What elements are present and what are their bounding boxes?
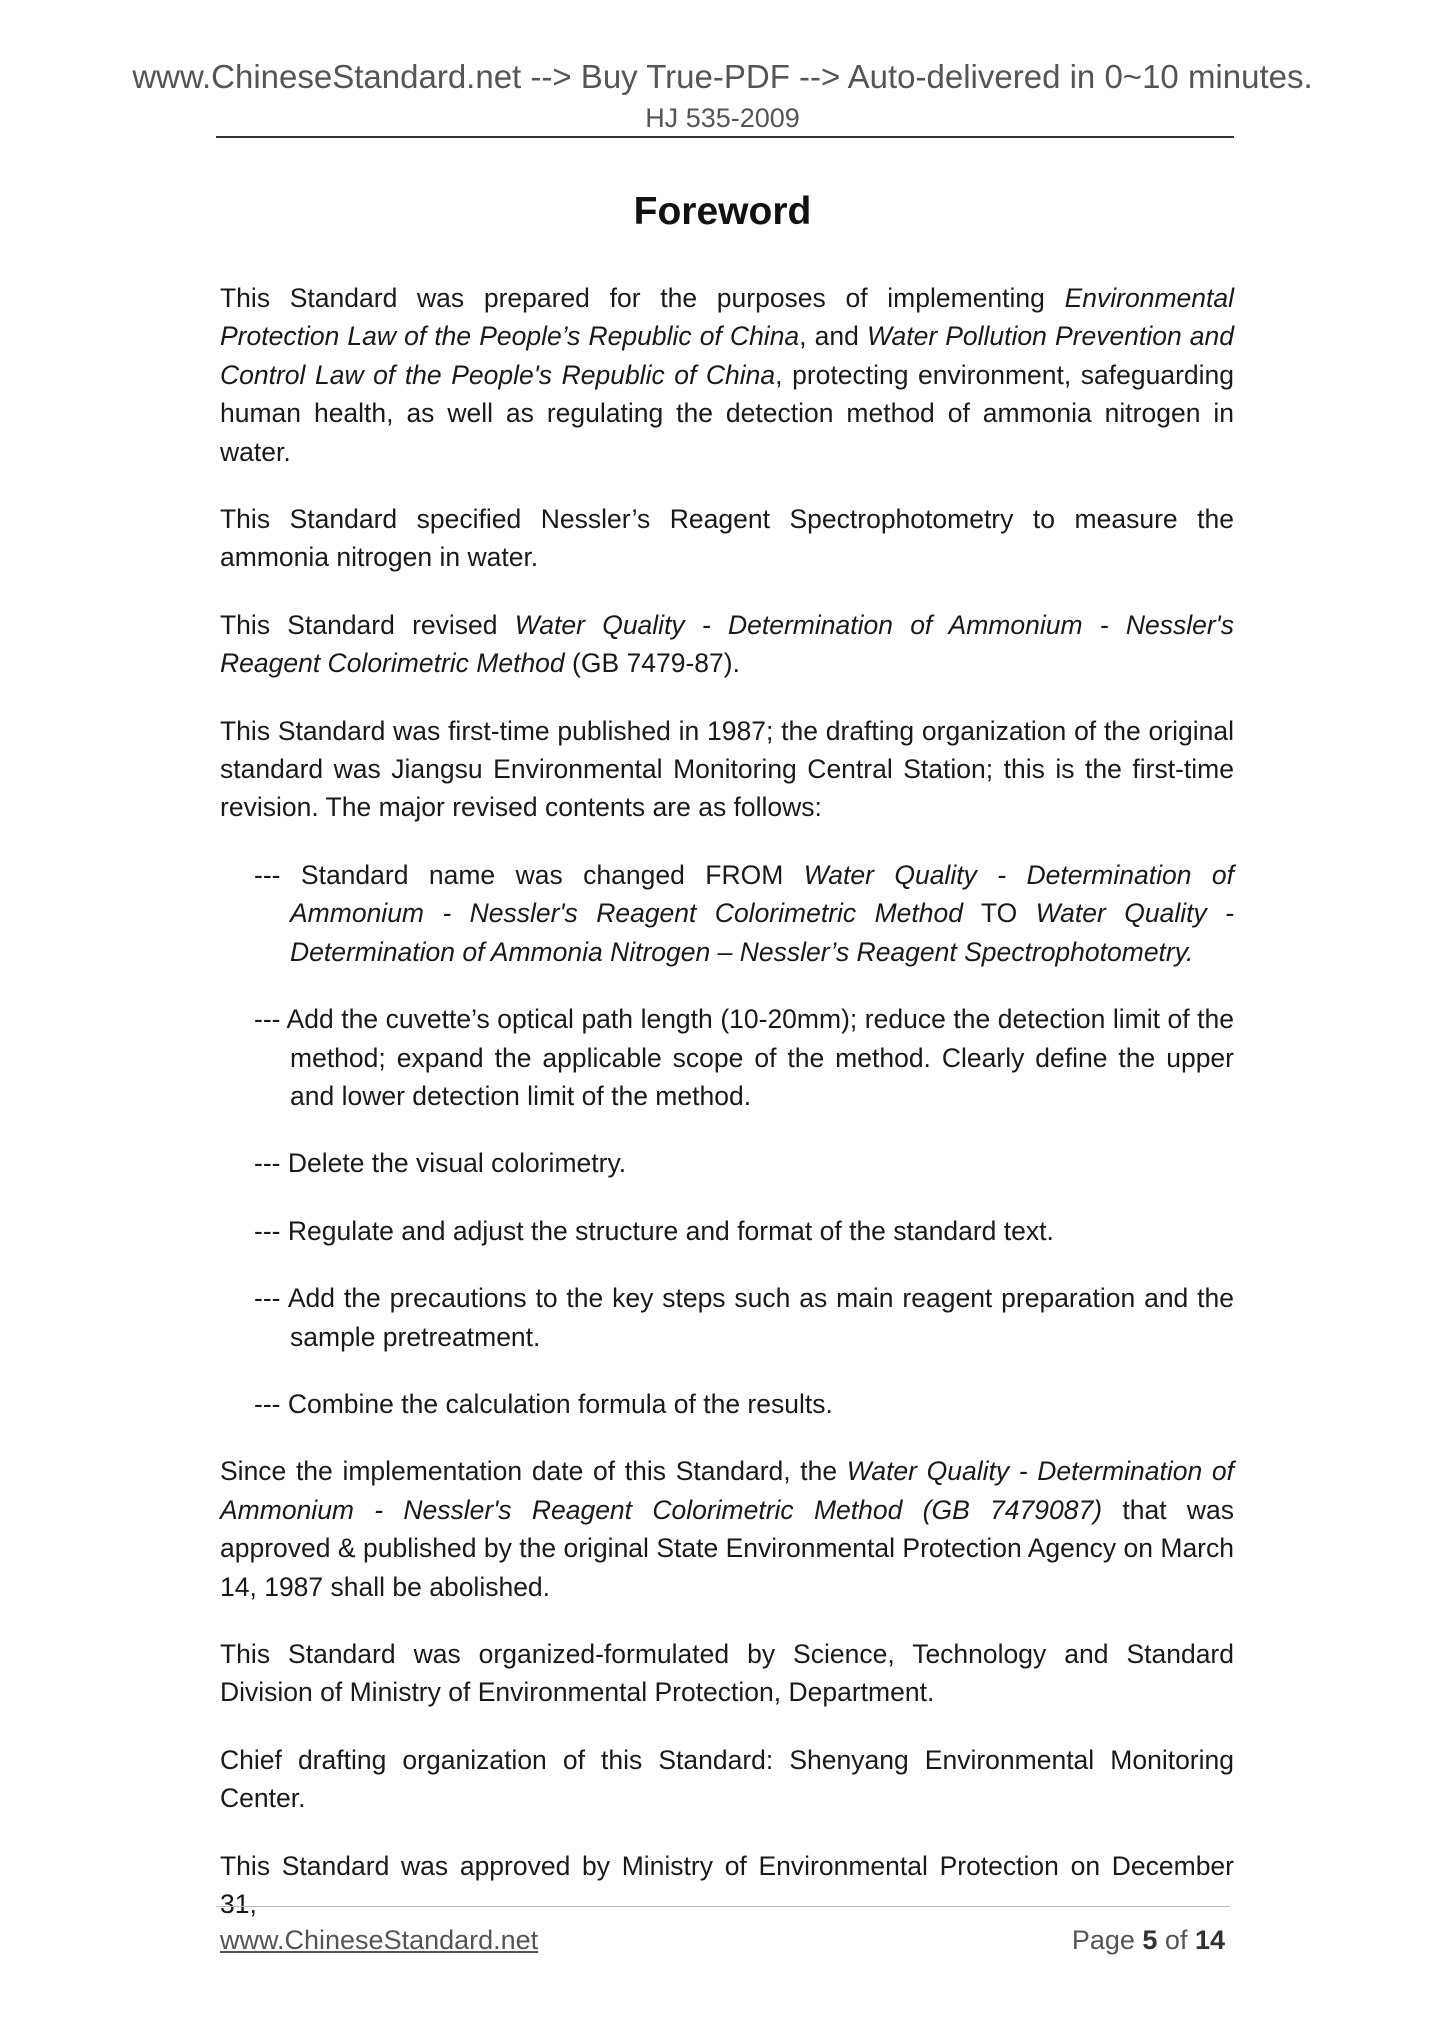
list-item: --- Delete the visual colorimetry.	[254, 1148, 627, 1179]
document-id: HJ 535-2009	[645, 103, 800, 133]
paragraph-scope: This Standard specified Nessler’s Reagent Spectrophotometry to measure the ammonia nitrogen in water.	[220, 504, 1234, 573]
paragraph-history: This Standard was first-time published in 1987; the drafting organization of the original standard was Jiangsu Environmental Monitoring Central Station; this is the first-time revision. The major revised contents are as follows:	[220, 715, 1234, 823]
list-item: --- Combine the calculation formula of the results.	[254, 1388, 833, 1419]
paragraph-revised: This Standard revised Water Quality - Determination of Ammonium - Nessler's Reagent Colorimetric Method (GB 7479-87).	[220, 609, 1234, 679]
paragraph-drafting-org: Chief drafting organization of this Standard: Shenyang Environmental Monitoring Center.	[220, 1744, 1234, 1814]
paragraph-purpose: This Standard was prepared for the purposes of implementing Environmental Protection Law of the People’s Republic of China, and Water Pollution Prevention and Control Law of the People's Republic of China, protecting environment, safeguarding human health, as well as regulating the detection method of ammonia nitrogen in water.	[220, 283, 1235, 467]
list-item: --- Add the cuvette’s optical path length (10-20mm); reduce the detection limit of the method; expand the applicable scope of the method. Clearly define the upper and lower detection limit of the method.	[254, 1004, 1234, 1111]
paragraph-abolished: Since the implementation date of this Standard, the Water Quality - Determination of Ammonium - Nessler's Reagent Colorimetric Method (GB 7479087) that was approved & published by the original State Environmental Protection Agency on March 14, 1987 shall be abolished.	[220, 1456, 1235, 1602]
footer-site-link[interactable]: www.ChineseStandard.net	[220, 1925, 539, 1955]
foreword-body	[220, 279, 1234, 1952]
page-title: Foreword	[633, 190, 812, 233]
list-item: --- Add the precautions to the key steps such as main reagent preparation and the sample pretreatment.	[254, 1283, 1234, 1352]
list-item: --- Regulate and adjust the structure and format of the standard text.	[254, 1215, 1054, 1246]
list-item: --- Standard name was changed FROM Water Quality - Determination of Ammonium - Nessler's Reagent Colorimetric Method TO Water Quality - Determination of Ammonia Nitrogen – Nessler’s Reagent Spectrophotometry.	[254, 859, 1235, 967]
footer-divider	[216, 1906, 1230, 1907]
paragraph-approved: This Standard was approved by Ministry of Environmental Protection on December 31,	[220, 1850, 1234, 1919]
header-banner: www.ChineseStandard.net --> Buy True-PDF --> Auto-delivered in 0~10 minutes.	[132, 58, 1313, 95]
paragraph-organized: This Standard was organized-formulated by Science, Technology and Standard Division of Ministry of Environmental Protection, Department.	[220, 1638, 1234, 1708]
page-number: Page 5 of 14	[1071, 1925, 1225, 1955]
header-divider	[216, 136, 1234, 138]
